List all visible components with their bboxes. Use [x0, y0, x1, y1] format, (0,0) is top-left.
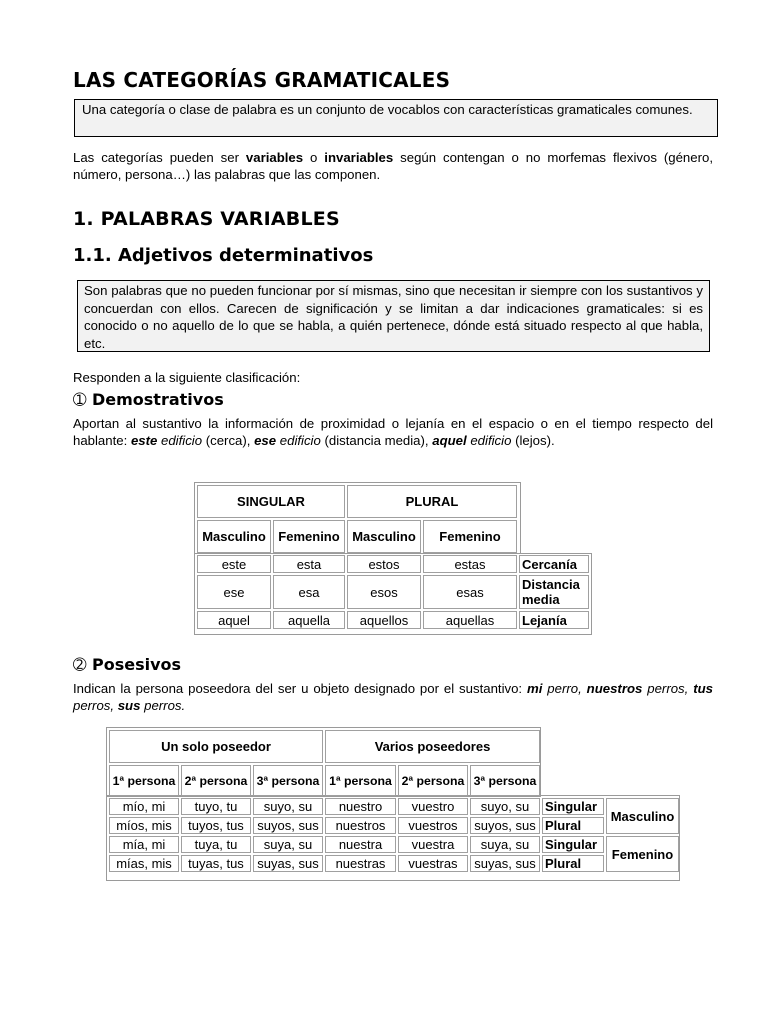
number-label: Singular — [542, 836, 604, 853]
example-tus: tus — [693, 681, 713, 696]
desc-italic: edificio — [157, 433, 203, 448]
header-plural: PLURAL — [347, 485, 517, 518]
table-cell: suyos, sus — [253, 817, 323, 834]
table-cell: aquella — [273, 611, 345, 629]
table-cell: este — [197, 555, 271, 573]
desc-text: (distancia media), — [320, 433, 433, 448]
table-cell: míos, mis — [109, 817, 179, 834]
table-row — [109, 798, 679, 815]
desc-text: Aportan al sustantivo la información de proximidad o lejanía en el espacio o en el tiempo respecto del hablante: — [73, 416, 713, 448]
table-cell: estos — [347, 555, 421, 573]
example-mi: mi — [527, 681, 543, 696]
desc-italic: edificio — [276, 433, 321, 448]
example-aquel: aquel — [432, 433, 467, 448]
table-cell: vuestras — [398, 855, 468, 872]
desc-text: (cerca), — [202, 433, 255, 448]
desc-text: Indican la persona poseedora del ser u objeto designado por el sustantivo: — [73, 681, 527, 696]
table-cell: nuestros — [325, 817, 396, 834]
classification-intro: Responden a la siguiente clasificación: — [73, 370, 301, 385]
number-label: Singular — [542, 798, 604, 815]
adjectives-text: Son palabras que no pueden funcionar por sí mismas, sino que necesitan ir siempre con los sustantivos y concuerdan con ellos. Carecen de significación y se limitan a dar indicaciones gramaticales: si es conocido o no aquello de lo que se habla, a quién pertenece, dónde está situado respecto al que habla, etc. — [84, 283, 703, 351]
table-cell: mía, mi — [109, 836, 179, 853]
demonstratives-description — [73, 415, 713, 449]
intro-paragraph — [73, 149, 713, 183]
table-cell: estas — [423, 555, 517, 573]
table-cell: aquellas — [423, 611, 517, 629]
table-cell: mías, mis — [109, 855, 179, 872]
number-label: Plural — [542, 855, 604, 872]
table-cell: suyos, sus — [470, 817, 540, 834]
table-row — [109, 817, 679, 834]
table-cell: vuestro — [398, 798, 468, 815]
header-un-solo-poseedor: Un solo poseedor — [109, 730, 323, 763]
desc-italic: perros. — [140, 698, 186, 713]
intro-text: según contengan o no morfemas flexivos (género, número, persona…) las palabras que las componen. — [73, 150, 713, 182]
possessives-heading: ➁ Posesivos — [73, 655, 182, 674]
table-cell: suya, su — [470, 836, 540, 853]
table-cell: tuya, tu — [181, 836, 251, 853]
table-cell: suyas, sus — [253, 855, 323, 872]
desc-italic: perros, — [647, 681, 694, 696]
desc-italic: perro, — [542, 681, 582, 696]
table-row — [109, 855, 679, 872]
table-cell: nuestra — [325, 836, 396, 853]
demonstratives-heading: ➀ Demostrativos — [73, 390, 224, 409]
header-persona: 1ª persona — [109, 765, 179, 796]
table-cell: tuyas, tus — [181, 855, 251, 872]
adjectives-box — [77, 280, 710, 352]
header-femenino: Femenino — [273, 520, 345, 553]
desc-italic: perros, — [73, 698, 118, 713]
table-row — [197, 555, 589, 573]
table-cell: suyo, su — [253, 798, 323, 815]
section-heading: 1. PALABRAS VARIABLES — [73, 208, 340, 230]
table-cell: tuyos, tus — [181, 817, 251, 834]
header-varios-poseedores: Varios poseedores — [325, 730, 540, 763]
empty-cell — [519, 520, 589, 553]
header-persona: 2ª persona — [398, 765, 468, 796]
table-cell: ese — [197, 575, 271, 609]
header-masculino: Masculino — [197, 520, 271, 553]
header-masculino: Masculino — [347, 520, 421, 553]
header-persona: 2ª persona — [181, 765, 251, 796]
header-femenino: Femenino — [423, 520, 517, 553]
table-row — [109, 836, 679, 853]
intro-text: o — [303, 150, 325, 165]
table-cell: suyas, sus — [470, 855, 540, 872]
gender-label: Masculino — [606, 798, 679, 834]
table-cell: esos — [347, 575, 421, 609]
example-ese: ese — [254, 433, 277, 448]
example-sus: sus — [117, 698, 141, 713]
intro-variables: variables — [245, 150, 304, 165]
demonstratives-table — [195, 483, 591, 631]
row-label: Cercanía — [519, 555, 589, 573]
possessives-description — [73, 680, 713, 714]
example-nuestros: nuestros — [581, 681, 643, 696]
header-singular: SINGULAR — [197, 485, 345, 518]
desc-italic: edificio — [466, 433, 512, 448]
table-cell: suya, su — [253, 836, 323, 853]
table-cell: tuyo, tu — [181, 798, 251, 815]
desc-text: (lejos). — [511, 433, 555, 448]
definition-text: Una categoría o clase de palabra es un conjunto de vocablos con características gramaticales comunes. — [82, 102, 693, 117]
table-cell: esta — [273, 555, 345, 573]
table-cell: suyo, su — [470, 798, 540, 815]
empty-cell — [542, 765, 679, 796]
table-cell: nuestras — [325, 855, 396, 872]
definition-box — [74, 99, 718, 137]
header-persona: 1ª persona — [325, 765, 396, 796]
example-este: este — [130, 433, 158, 448]
row-label: Distancia media — [519, 575, 589, 609]
header-persona: 3ª persona — [253, 765, 323, 796]
table-cell: vuestra — [398, 836, 468, 853]
empty-cell — [519, 485, 589, 518]
table-cell: esa — [273, 575, 345, 609]
page-title: LAS CATEGORÍAS GRAMATICALES — [73, 68, 451, 92]
table-cell: aquel — [197, 611, 271, 629]
row-label: Lejanía — [519, 611, 589, 629]
table-row — [197, 575, 589, 609]
empty-cell — [542, 730, 679, 763]
number-label: Plural — [542, 817, 604, 834]
intro-invariables: invariables — [324, 150, 394, 165]
table-cell: aquellos — [347, 611, 421, 629]
table-cell: nuestro — [325, 798, 396, 815]
intro-text: Las categorías pueden ser — [73, 150, 246, 165]
table-row — [197, 611, 589, 629]
header-persona: 3ª persona — [470, 765, 540, 796]
subsection-heading: 1.1. Adjetivos determinativos — [73, 245, 374, 266]
table-cell: esas — [423, 575, 517, 609]
table-cell: mío, mi — [109, 798, 179, 815]
gender-label: Femenino — [606, 836, 679, 872]
possessives-table — [107, 728, 681, 874]
table-cell: vuestros — [398, 817, 468, 834]
